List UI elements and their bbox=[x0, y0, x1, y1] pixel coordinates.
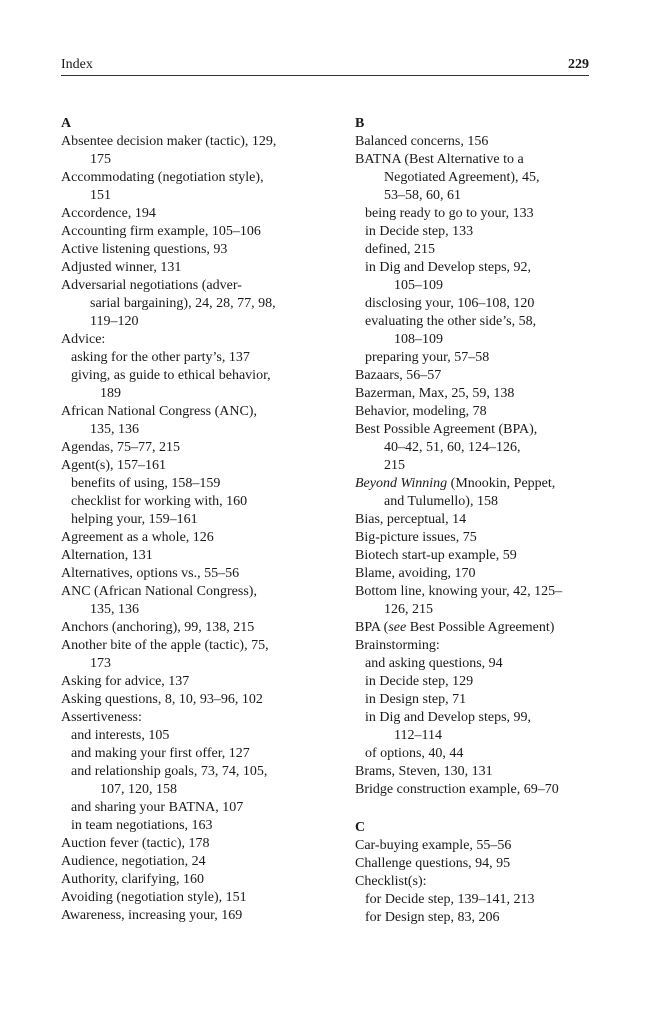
index-entry: Active listening questions, 93 bbox=[61, 242, 228, 257]
index-entry: Audience, negotiation, 24 bbox=[61, 854, 206, 869]
index-entry: Bias, perceptual, 14 bbox=[355, 512, 467, 527]
header-rule bbox=[61, 75, 589, 76]
index-subentry: helping your, 159–161 bbox=[71, 512, 198, 527]
index-entry-continuation: 53–58, 60, 61 bbox=[384, 188, 461, 203]
index-subentry: and relationship goals, 73, 74, 105, bbox=[71, 764, 268, 779]
index-entry: Balanced concerns, 156 bbox=[355, 134, 489, 149]
index-entry bbox=[355, 619, 595, 637]
index-subentry: giving, as guide to ethical behavior, bbox=[71, 368, 271, 383]
index-entry: Accordence, 194 bbox=[61, 206, 156, 221]
index-entry: Bridge construction example, 69–70 bbox=[355, 782, 559, 797]
index-entry: Accounting firm example, 105–106 bbox=[61, 224, 261, 239]
index-entry: Bottom line, knowing your, 42, 125– bbox=[355, 584, 563, 599]
index-entry: Checklist(s): bbox=[355, 874, 427, 889]
index-entry: Brainstorming: bbox=[355, 638, 440, 653]
index-entry: Behavior, modeling, 78 bbox=[355, 404, 487, 419]
index-subentry: and making your first offer, 127 bbox=[71, 746, 250, 761]
index-subentry-continuation: 105–109 bbox=[394, 278, 443, 293]
index-entry-continuation: 126, 215 bbox=[384, 602, 433, 617]
entry-text: (Mnookin, Peppet, bbox=[447, 476, 556, 491]
index-subentry: defined, 215 bbox=[365, 242, 435, 257]
index-entry: Asking questions, 8, 10, 93–96, 102 bbox=[61, 692, 263, 707]
index-subentry: being ready to go to your, 133 bbox=[365, 206, 534, 221]
entry-text: BPA ( bbox=[355, 620, 389, 635]
index-entry: Agreement as a whole, 126 bbox=[61, 530, 214, 545]
index-entry-continuation: 119–120 bbox=[90, 314, 139, 329]
section-letter: A bbox=[61, 116, 72, 131]
index-entry: Advice: bbox=[61, 332, 106, 347]
index-subentry-continuation: 107, 120, 158 bbox=[100, 782, 177, 797]
index-subentry: in Decide step, 133 bbox=[365, 224, 474, 239]
index-entry: Car-buying example, 55–56 bbox=[355, 838, 512, 853]
index-entry-continuation: 215 bbox=[384, 458, 405, 473]
index-entry: Bazaars, 56–57 bbox=[355, 368, 442, 383]
index-subentry: of options, 40, 44 bbox=[365, 746, 464, 761]
index-entry-continuation: 151 bbox=[90, 188, 111, 203]
index-entry: Alternation, 131 bbox=[61, 548, 153, 563]
index-entry-continuation: 135, 136 bbox=[90, 422, 139, 437]
index-entry-continuation: sarial bargaining), 24, 28, 77, 98, bbox=[90, 296, 276, 311]
entry-italic: see bbox=[388, 620, 407, 635]
index-entry: Blame, avoiding, 170 bbox=[355, 566, 476, 581]
index-entry: Absentee decision maker (tactic), 129, bbox=[61, 134, 277, 149]
index-subentry-continuation: 189 bbox=[100, 386, 121, 401]
entry-italic: Beyond Winning bbox=[355, 476, 448, 491]
index-column-left bbox=[61, 115, 329, 925]
index-entry: Adjusted winner, 131 bbox=[61, 260, 182, 275]
index-entry: Avoiding (negotiation style), 151 bbox=[61, 890, 247, 905]
index-entry: BATNA (Best Alternative to a bbox=[355, 152, 524, 167]
index-subentry: in Dig and Develop steps, 92, bbox=[365, 260, 532, 275]
index-entry: ANC (African National Congress), bbox=[61, 584, 257, 599]
index-subentry: preparing your, 57–58 bbox=[365, 350, 490, 365]
index-entry: Accommodating (negotiation style), bbox=[61, 170, 264, 185]
index-subentry: evaluating the other side’s, 58, bbox=[365, 314, 537, 329]
index-entry: Awareness, increasing your, 169 bbox=[61, 908, 243, 923]
index-subentry: benefits of using, 158–159 bbox=[71, 476, 221, 491]
index-entry: Assertiveness: bbox=[61, 710, 142, 725]
header-section-title: Index bbox=[61, 57, 93, 72]
index-subentry: and interests, 105 bbox=[71, 728, 170, 743]
index-entry: Anchors (anchoring), 99, 138, 215 bbox=[61, 620, 255, 635]
index-subentry-continuation: 112–114 bbox=[394, 728, 442, 743]
index-entry-continuation: 173 bbox=[90, 656, 111, 671]
index-entry-continuation: and Tulumello), 158 bbox=[384, 494, 498, 509]
section-letter: C bbox=[355, 820, 366, 835]
index-entry-continuation: 40–42, 51, 60, 124–126, bbox=[384, 440, 521, 455]
entry-text: Best Possible Agreement) bbox=[406, 620, 555, 635]
index-subentry: for Design step, 83, 206 bbox=[365, 910, 500, 925]
index-subentry: for Decide step, 139–141, 213 bbox=[365, 892, 535, 907]
index-subentry: in Design step, 71 bbox=[365, 692, 467, 707]
index-subentry-continuation: 108–109 bbox=[394, 332, 443, 347]
index-entry-continuation: 175 bbox=[90, 152, 111, 167]
index-entry: African National Congress (ANC), bbox=[61, 404, 257, 419]
index-entry: Another bite of the apple (tactic), 75, bbox=[61, 638, 269, 653]
index-entry-continuation: Negotiated Agreement), 45, bbox=[384, 170, 540, 185]
index-entry: Agendas, 75–77, 215 bbox=[61, 440, 180, 455]
index-subentry: in Dig and Develop steps, 99, bbox=[365, 710, 532, 725]
section-letter: B bbox=[355, 116, 365, 131]
index-entry: Alternatives, options vs., 55–56 bbox=[61, 566, 240, 581]
index-column-right bbox=[355, 115, 595, 927]
section-gap bbox=[355, 799, 595, 819]
header-page-number: 229 bbox=[568, 57, 589, 72]
index-subentry: disclosing your, 106–108, 120 bbox=[365, 296, 535, 311]
index-entry: Adversarial negotiations (adver- bbox=[61, 278, 242, 293]
index-entry: Big-picture issues, 75 bbox=[355, 530, 477, 545]
index-entry: Authority, clarifying, 160 bbox=[61, 872, 204, 887]
index-subentry: and asking questions, 94 bbox=[365, 656, 503, 671]
index-entry: Agent(s), 157–161 bbox=[61, 458, 166, 473]
index-entry: Challenge questions, 94, 95 bbox=[355, 856, 511, 871]
index-subentry: asking for the other party’s, 137 bbox=[71, 350, 250, 365]
index-subentry: in Decide step, 129 bbox=[365, 674, 474, 689]
index-entry: Auction fever (tactic), 178 bbox=[61, 836, 210, 851]
index-entry: Brams, Steven, 130, 131 bbox=[355, 764, 493, 779]
index-entry: Biotech start-up example, 59 bbox=[355, 548, 517, 563]
index-entry: Asking for advice, 137 bbox=[61, 674, 190, 689]
index-subentry: in team negotiations, 163 bbox=[71, 818, 213, 833]
index-subentry: checklist for working with, 160 bbox=[71, 494, 248, 509]
index-entry-continuation: 135, 136 bbox=[90, 602, 139, 617]
index-entry bbox=[355, 475, 595, 493]
index-entry: Bazerman, Max, 25, 59, 138 bbox=[355, 386, 515, 401]
index-subentry: and sharing your BATNA, 107 bbox=[71, 800, 244, 815]
index-entry: Best Possible Agreement (BPA), bbox=[355, 422, 538, 437]
